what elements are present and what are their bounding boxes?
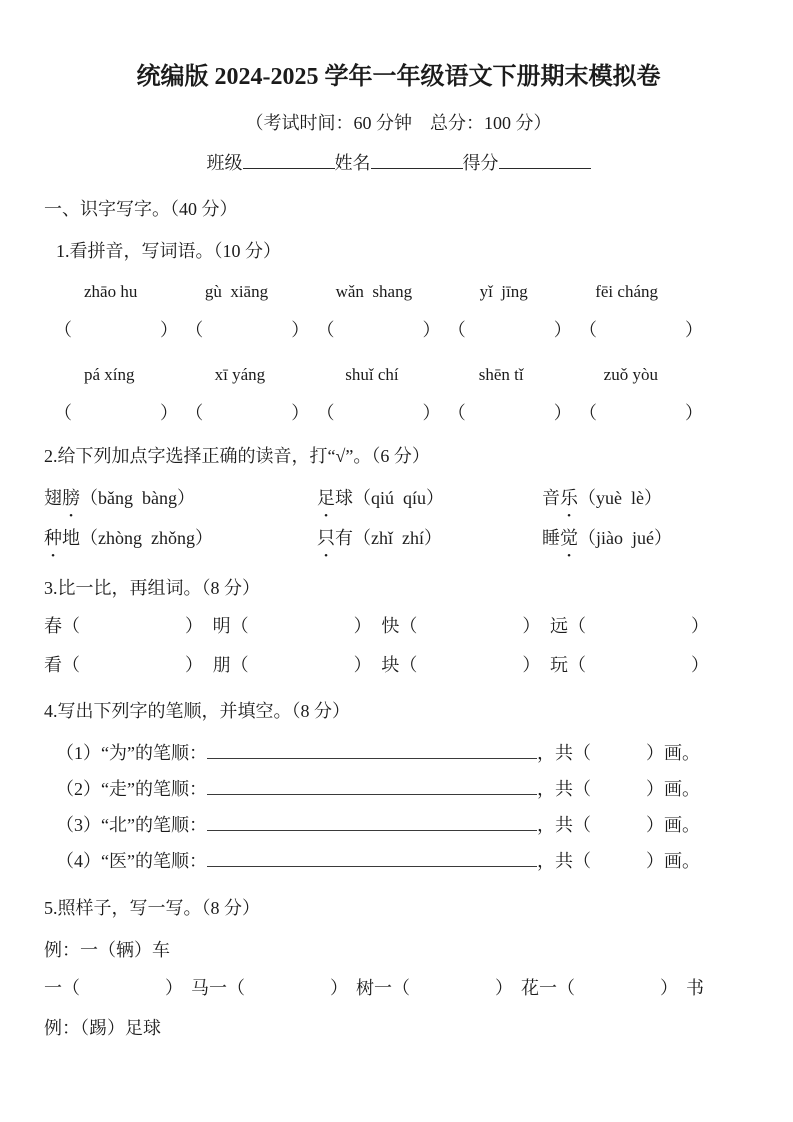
phonetic-item: 音乐（yuè lè）: [542, 485, 753, 511]
dotted-char: 膀: [62, 488, 80, 508]
dotted-char: 只: [317, 528, 335, 548]
q4-item-1: （1）“为”的笔顺： ，共（ ）画。: [56, 743, 700, 763]
given-char: 明: [212, 616, 231, 636]
pinyin-word: shēn tǐ: [478, 365, 524, 384]
answer-blank[interactable]: （ ）: [62, 978, 183, 998]
reading-options[interactable]: （jiào jué）: [578, 528, 672, 548]
noun-char: 马: [191, 978, 209, 998]
phonetic-item: 翅膀（bǎng bàng）: [44, 485, 317, 511]
reading-options[interactable]: （qiú qíu）: [353, 488, 445, 508]
answer-blank[interactable]: （ ）: [567, 616, 709, 636]
q1-answer-row-1: [54, 317, 703, 343]
stroke-order-blank[interactable]: [207, 864, 537, 867]
noun-char: 树: [356, 978, 374, 998]
pinyin-word: yǐ jīng: [479, 282, 528, 301]
answer-blank[interactable]: （ ）: [392, 978, 513, 998]
answer-blank[interactable]: （ ）: [227, 978, 348, 998]
phonetic-item: 睡觉（jiào jué）: [542, 525, 753, 551]
q2-row-1: [44, 485, 753, 511]
measure-word-cell: 一（ ） 马: [44, 978, 209, 998]
answer-blank[interactable]: （ ）: [579, 320, 703, 340]
q1-answer-row-2: [54, 400, 703, 426]
given-char: 快: [381, 616, 400, 636]
name-label: 姓名: [334, 153, 371, 173]
word-form-cell: [44, 613, 203, 639]
answer-blank[interactable]: （ ）: [579, 403, 703, 423]
stroke-order-prompt: （3）“北”的笔顺：: [56, 815, 207, 835]
word-form-cell: [550, 613, 709, 639]
answer-blank[interactable]: （ ）: [62, 616, 203, 636]
class-blank[interactable]: [243, 166, 335, 169]
pinyin-word: zuǒ yòu: [603, 365, 658, 384]
q5-example-1: 例：一（辆）车: [44, 940, 170, 960]
q2-title: 2.给下列加点字选择正确的读音，打“√”。（6 分）: [44, 446, 430, 466]
reading-options[interactable]: （bǎng bàng）: [80, 488, 195, 508]
answer-blank[interactable]: （ ）: [567, 655, 709, 675]
given-char: 块: [381, 655, 400, 675]
given-char: 玩: [549, 655, 568, 675]
given-char: 远: [549, 616, 568, 636]
name-blank[interactable]: [371, 166, 463, 169]
measure-word-cell: 一（ ） 花: [374, 978, 539, 998]
class-label: 班级: [206, 153, 243, 173]
q1-pinyin-row-1: [84, 280, 658, 304]
student-fields-row: [44, 150, 753, 176]
word-form-cell: [213, 652, 372, 678]
reading-options[interactable]: （zhòng zhǒng）: [80, 528, 213, 548]
q4-title: 4.写出下列字的笔顺，并填空。（8 分）: [44, 701, 350, 721]
phonetic-item: 足球（qiú qíu）: [317, 485, 542, 511]
q1-title: 1.看拼音，写词语。（10 分）: [56, 241, 281, 261]
answer-blank[interactable]: （ ）: [316, 320, 441, 340]
word-form-cell: [381, 613, 540, 639]
word-form-cell: [44, 652, 203, 678]
pinyin-word: pá xíng: [84, 365, 135, 384]
dotted-char: 觉: [560, 528, 578, 548]
part1-heading: 一、识字写字。（40 分）: [44, 199, 238, 219]
word-form-cell: [213, 613, 372, 639]
answer-blank[interactable]: （ ）: [399, 655, 541, 675]
dotted-char: 种: [44, 528, 62, 548]
answer-blank[interactable]: （ ）: [316, 403, 441, 423]
dotted-char: 乐: [560, 488, 578, 508]
given-char: 看: [44, 655, 62, 675]
answer-blank[interactable]: （ ）: [230, 655, 372, 675]
exam-title: 统编版 2024-2025 学年一年级语文下册期末模拟卷: [136, 64, 661, 90]
phonetic-item: 只有（zhǐ zhí）: [317, 525, 542, 551]
pinyin-word: gù xiāng: [204, 282, 269, 301]
pinyin-word: zhāo hu: [84, 282, 138, 301]
q3-row-2: [44, 652, 709, 678]
score-blank[interactable]: [499, 166, 591, 169]
answer-blank[interactable]: （ ）: [399, 616, 541, 636]
word-form-cell: [550, 652, 709, 678]
answer-blank[interactable]: （ ）: [447, 403, 572, 423]
reading-options[interactable]: （zhǐ zhí）: [353, 528, 442, 548]
phonetic-item: 种地（zhòng zhǒng）: [44, 525, 317, 551]
measure-word-cell: 一（ ） 书: [539, 978, 704, 998]
q4-item-4: （4）“医”的笔顺： ，共（ ）画。: [56, 851, 700, 871]
stroke-order-prompt: （1）“为”的笔顺：: [56, 743, 207, 763]
q1-pinyin-row-2: [84, 363, 658, 387]
given-char: 朋: [212, 655, 231, 675]
q3-row-1: [44, 613, 709, 639]
word-form-cell: [381, 652, 540, 678]
given-char: 春: [44, 616, 62, 636]
stroke-order-blank[interactable]: [207, 828, 537, 831]
pinyin-word: fēi cháng: [595, 282, 658, 301]
answer-blank[interactable]: （ ）: [447, 320, 572, 340]
answer-blank[interactable]: （ ）: [185, 320, 310, 340]
q2-row-2: [44, 525, 753, 551]
answer-blank[interactable]: （ ）: [557, 978, 678, 998]
answer-blank[interactable]: （ ）: [185, 403, 310, 423]
stroke-order-prompt: （2）“走”的笔顺：: [56, 779, 207, 799]
q5-title: 5.照样子，写一写。（8 分）: [44, 898, 260, 918]
q4-item-2: （2）“走”的笔顺： ，共（ ）画。: [56, 779, 700, 799]
reading-options[interactable]: （yuè lè）: [578, 488, 662, 508]
q5-example-2: 例：（踢）足球: [44, 1018, 161, 1038]
q3-title: 3.比一比，再组词。（8 分）: [44, 578, 260, 598]
q5-blank-row: [44, 975, 704, 1001]
q4-item-3: （3）“北”的笔顺： ，共（ ）画。: [56, 815, 700, 835]
pinyin-word: xī yáng: [214, 365, 266, 384]
answer-blank[interactable]: （ ）: [62, 655, 203, 675]
score-label: 得分: [462, 153, 499, 173]
stroke-order-blank[interactable]: [207, 756, 537, 759]
pinyin-word: wǎn shang: [335, 282, 413, 301]
noun-char: 花: [521, 978, 539, 998]
answer-blank[interactable]: （ ）: [54, 403, 178, 423]
stroke-order-prompt: （4）“医”的笔顺：: [56, 851, 207, 871]
noun-char: 书: [686, 978, 704, 998]
answer-blank[interactable]: （ ）: [54, 320, 178, 340]
stroke-order-blank[interactable]: [207, 792, 537, 795]
exam-info: （考试时间：60 分钟 总分：100 分）: [245, 113, 552, 133]
answer-blank[interactable]: （ ）: [230, 616, 372, 636]
dotted-char: 足: [317, 488, 335, 508]
measure-word-cell: 一（ ） 树: [209, 978, 374, 998]
pinyin-word: shuǐ chí: [345, 365, 399, 384]
